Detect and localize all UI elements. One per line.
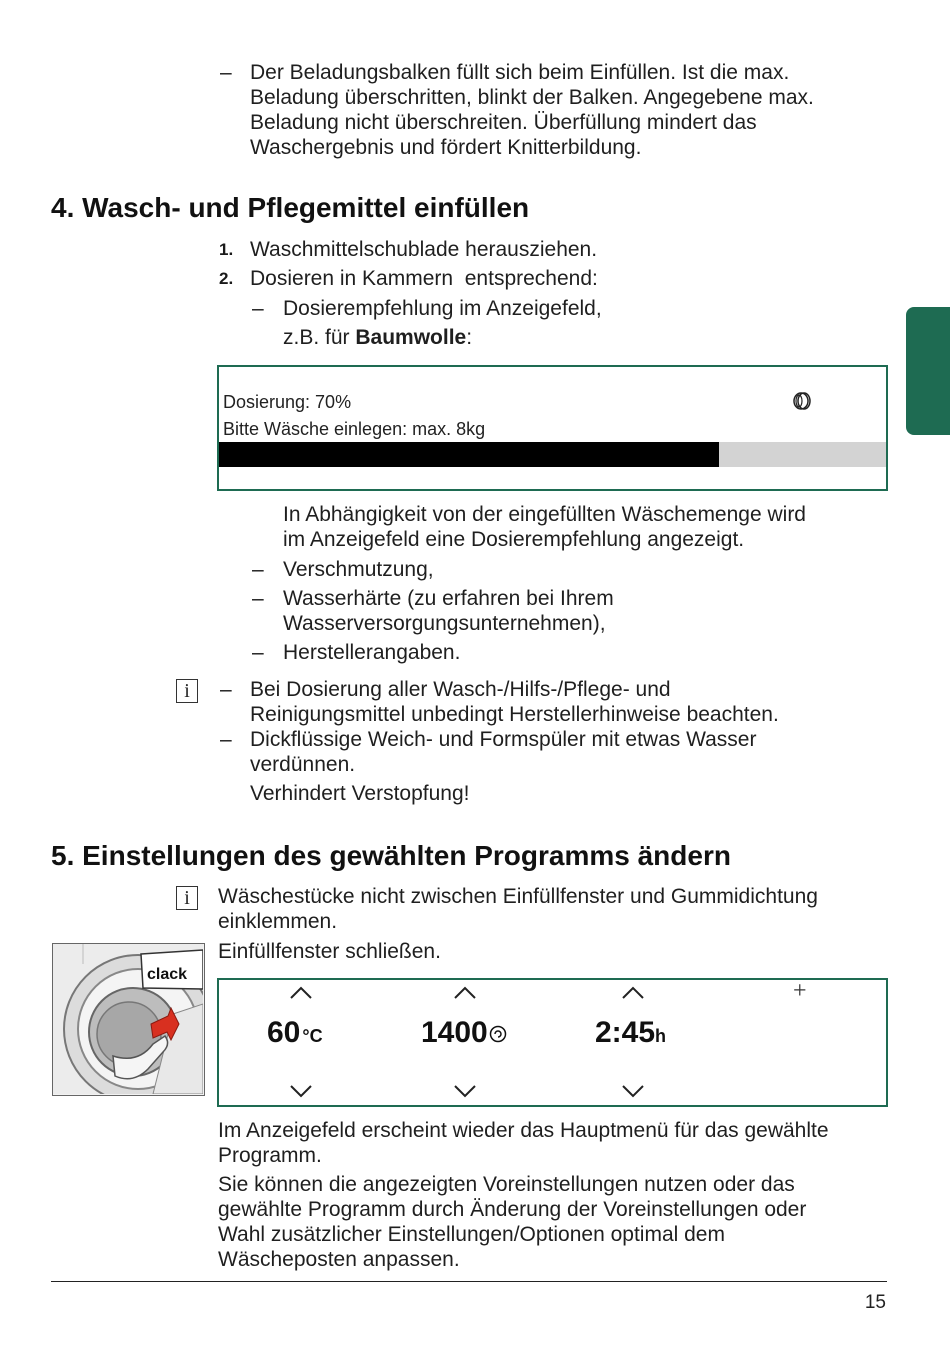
- spin-number: 1400: [421, 1016, 488, 1049]
- temperature-number: 60: [267, 1016, 301, 1049]
- note-dash: –: [220, 678, 232, 701]
- settings-paragraph: [218, 1172, 898, 1272]
- para-line: Sie können die angezeigten Voreinstellungen nutzen oder das: [218, 1173, 795, 1196]
- intro-dash: –: [220, 61, 232, 84]
- info-line: Wäschestücke nicht zwischen Einfüllfenster und Gummidichtung: [218, 885, 818, 908]
- list-dash: –: [252, 587, 264, 610]
- item-soiling: Verschmutzung,: [283, 558, 434, 581]
- item-manufacturer: Herstellerangaben.: [283, 641, 461, 664]
- section4-heading: 4. Wasch- und Pflegemittel einfüllen: [51, 192, 530, 223]
- temperature-value[interactable]: [267, 1015, 323, 1054]
- dosage-recommendation-text: Dosierempfehlung im Anzeigefeld,: [283, 297, 602, 320]
- list-dash: –: [252, 641, 264, 664]
- note-dosage: [250, 677, 890, 727]
- detergent-icon: [791, 390, 813, 412]
- note-line: Dickflüssige Weich- und Formspüler mit etwas Wasser: [250, 728, 757, 751]
- note-prevents-clogging: Verhindert Verstopfung!: [250, 782, 470, 805]
- dosage-paragraph: [283, 502, 883, 552]
- time-unit: h: [655, 1026, 667, 1046]
- para-line: In Abhängigkeit von der eingefüllten Wäschemenge wird: [283, 503, 806, 526]
- spin-icon: [489, 1025, 507, 1043]
- para-line: Wäscheposten anpassen.: [218, 1248, 460, 1271]
- step1-number: 1.: [219, 240, 234, 259]
- load-bar-fill: [219, 442, 719, 467]
- note-line: Bei Dosierung aller Wasch-/Hilfs-/Pflege- und: [250, 678, 671, 701]
- para-line: Wahl zusätzlicher Einstellungen/Optionen optimal dem: [218, 1223, 725, 1246]
- dosage-line: Dosierung: 70%: [223, 392, 352, 412]
- para-line: Programm.: [218, 1144, 322, 1167]
- intro-line: Beladung überschritten, blinkt der Balken. Angegebene max.: [250, 86, 814, 109]
- note-dash: –: [220, 728, 232, 751]
- item-water-line: Wasserhärte (zu erfahren bei Ihrem: [283, 587, 614, 610]
- spin-value[interactable]: [421, 1015, 507, 1051]
- intro-line: Waschergebnis und fördert Knitterbildung.: [250, 136, 642, 159]
- intro-paragraph: [250, 60, 900, 160]
- info-text: [218, 884, 898, 934]
- spin-down-icon[interactable]: [453, 1084, 477, 1098]
- info-line: einklemmen.: [218, 910, 338, 933]
- example-suffix: :: [466, 326, 473, 349]
- list-dash: –: [252, 558, 264, 581]
- time-value[interactable]: [595, 1015, 666, 1054]
- item-water-line: Wasserversorgungsunternehmen),: [283, 612, 606, 635]
- section5-heading: 5. Einstellungen des gewählten Programms ändern: [51, 840, 731, 871]
- settings-display: [217, 978, 888, 1107]
- note-line: verdünnen.: [250, 753, 356, 776]
- intro-line: Beladung nicht überschreiten. Überfüllung mindert das: [250, 111, 757, 134]
- example-prefix: z.B. für: [283, 326, 356, 349]
- info-icon: i: [176, 886, 198, 910]
- item-water-hardness: [283, 586, 614, 636]
- temperature-unit: °C: [302, 1026, 323, 1046]
- load-line: Bitte Wäsche einlegen: max. 8kg: [223, 419, 486, 439]
- step1-text: Waschmittelschublade herausziehen.: [250, 238, 598, 261]
- info-icon: i: [176, 679, 198, 703]
- dosage-display: [217, 365, 888, 491]
- step2-number: 2.: [219, 269, 234, 288]
- footer-rule: [51, 1281, 887, 1282]
- para-line: gewählte Programm durch Änderung der Voreinstellungen oder: [218, 1198, 807, 1221]
- para-line: Im Anzeigefeld erscheint wieder das Hauptmenü für das gewählte: [218, 1119, 829, 1142]
- plus-icon[interactable]: +: [793, 978, 807, 1004]
- clack-label: clack: [147, 966, 188, 983]
- intro-line: Der Beladungsbalken füllt sich beim Einfüllen. Ist die max.: [250, 61, 790, 84]
- time-number: 2:45: [595, 1016, 656, 1049]
- example-program: Baumwolle: [355, 326, 467, 349]
- main-menu-paragraph: [218, 1118, 898, 1168]
- page-number: 15: [864, 1292, 886, 1313]
- sub-dash: –: [252, 297, 264, 320]
- note-softener: [250, 727, 890, 777]
- note-line: Reinigungsmittel unbedingt Herstellerhinweise beachten.: [250, 703, 779, 726]
- time-down-icon[interactable]: [621, 1084, 645, 1098]
- close-door-text: Einfüllfenster schließen.: [218, 940, 441, 963]
- temperature-down-icon[interactable]: [289, 1084, 313, 1098]
- example-text: [283, 325, 472, 350]
- para-line: im Anzeigefeld eine Dosierempfehlung angezeigt.: [283, 528, 745, 551]
- spin-up-icon[interactable]: [453, 986, 477, 1000]
- chapter-tab: [906, 307, 950, 435]
- time-up-icon[interactable]: [621, 986, 645, 1000]
- door-closing-illustration: [52, 943, 205, 1096]
- temperature-up-icon[interactable]: [289, 986, 313, 1000]
- step2-text: Dosieren in Kammern entsprechend:: [250, 267, 598, 290]
- load-bar: [219, 442, 886, 467]
